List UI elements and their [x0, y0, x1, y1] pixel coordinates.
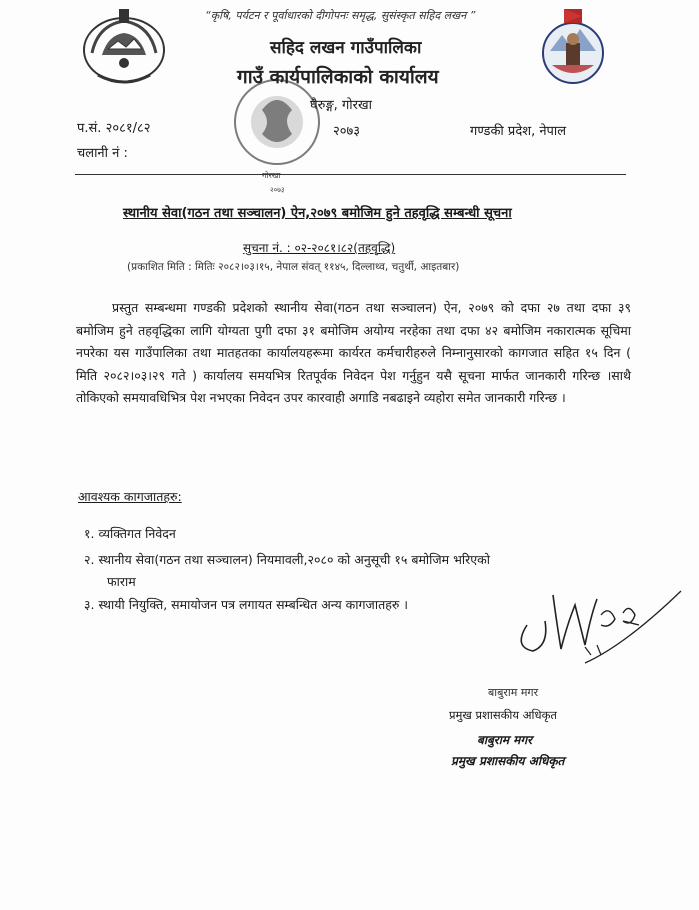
- notice-number: सुचना नं. : ०२-२०८१।८२(तहवृद्धि): [243, 241, 396, 255]
- requirement-item: २. स्थानीय सेवा(गठन तथा सञ्चालन) नियमावली,२०८० को अनुसूची १५ बमोजिम भरिएको: [84, 552, 491, 567]
- handwritten-signature: [505, 585, 690, 685]
- requirement-item: ३. स्थायी नियुक्ति, समायोजन पत्र लगायत सम्बन्धित अन्य कागजातहरु ।: [84, 597, 409, 612]
- signatory-name: बाबुराम मगर: [488, 686, 539, 699]
- requirements-heading: आवश्यक कागजातहरु:: [78, 489, 182, 504]
- motto: “कृषि, पर्यटन र पूर्वाधारको दीगोपनः समृद्ध, सुसंस्कृत सहिद लखन ”: [205, 9, 476, 22]
- office-stamp-icon: [222, 70, 332, 205]
- header-divider: [75, 174, 626, 175]
- reference-number: प.सं. २०८१/८२: [77, 121, 151, 136]
- signatory-title: प्रमुख प्रशासकीय अधिकृत: [449, 708, 557, 722]
- signatory-title-stamp: प्रमुख प्रशासकीय अधिकृत: [451, 754, 565, 768]
- notice-body: प्रस्तुत सम्बन्धमा गण्डकी प्रदेशको स्थानीय सेवा(गठन तथा सञ्चालन) ऐन, २०७९ को दफा २७ तथा दफा ३९ बमोजिम हुने तहवृद्धिका लागि योग्यता पुगी दफा ३१ बमोजिम अयोग्य नरहेका तथा दफा ४२ बमोजिम नकारात्मक सूचिमा नपरेका यस गाउँपालिका तथा मातहतका कार्यालयहरूमा कार्यरत कर्मचारीहरुले निम्नानुसारको कागजात सहित १५ दिन ( मिति २०८२।०३।२९ गते ) कार्यालय समयभित्र रितपूर्वक निवेदन पेश गर्नुहुन यसै सूचना मार्फत जानकारी गरिन्छ ।साथै तोकिएको समयावधिभित्र पेश नभएका निवेदन उपर कारवाही अगाडि नबढाइने व्यहोरा समेत जानकारी गरिन्छ ।: [76, 300, 631, 405]
- requirement-item: १. व्यक्तिगत निवेदन: [84, 526, 176, 541]
- nepal-emblem-icon: [78, 5, 170, 87]
- dispatch-number: चलानी नं :: [77, 146, 128, 161]
- signatory-name-stamp: बाबुराम मगर: [477, 733, 533, 747]
- establishment-year: २०७३: [333, 124, 361, 139]
- published-date: (प्रकाशित मिति : मितिः २०८२।०३।१५, नेपाल संवत् ११४५, दिल्लाथ्व, चतुर्थी, आइतबार): [127, 261, 460, 273]
- stamp-label: गोरखा: [262, 171, 281, 180]
- municipality-seal-icon: [540, 5, 606, 93]
- office-name: गाउँ कार्यपालिकाको कार्यालय: [237, 66, 439, 88]
- requirement-item-continued: फाराम: [107, 574, 136, 589]
- office-location: घैरुङ्ग, गोरखा: [310, 98, 372, 113]
- notice-subject: स्थानीय सेवा(गठन तथा सञ्चालन) ऐन,२०७९ बमोजिम हुने तहवृद्धि सम्बन्धी सूचना: [123, 206, 512, 221]
- org-name: सहिद लखन गाउँपालिका: [270, 38, 422, 58]
- svg-text:२०७३: २०७३: [270, 186, 285, 194]
- province-label: गण्डकी प्रदेश, नेपाल: [470, 124, 567, 139]
